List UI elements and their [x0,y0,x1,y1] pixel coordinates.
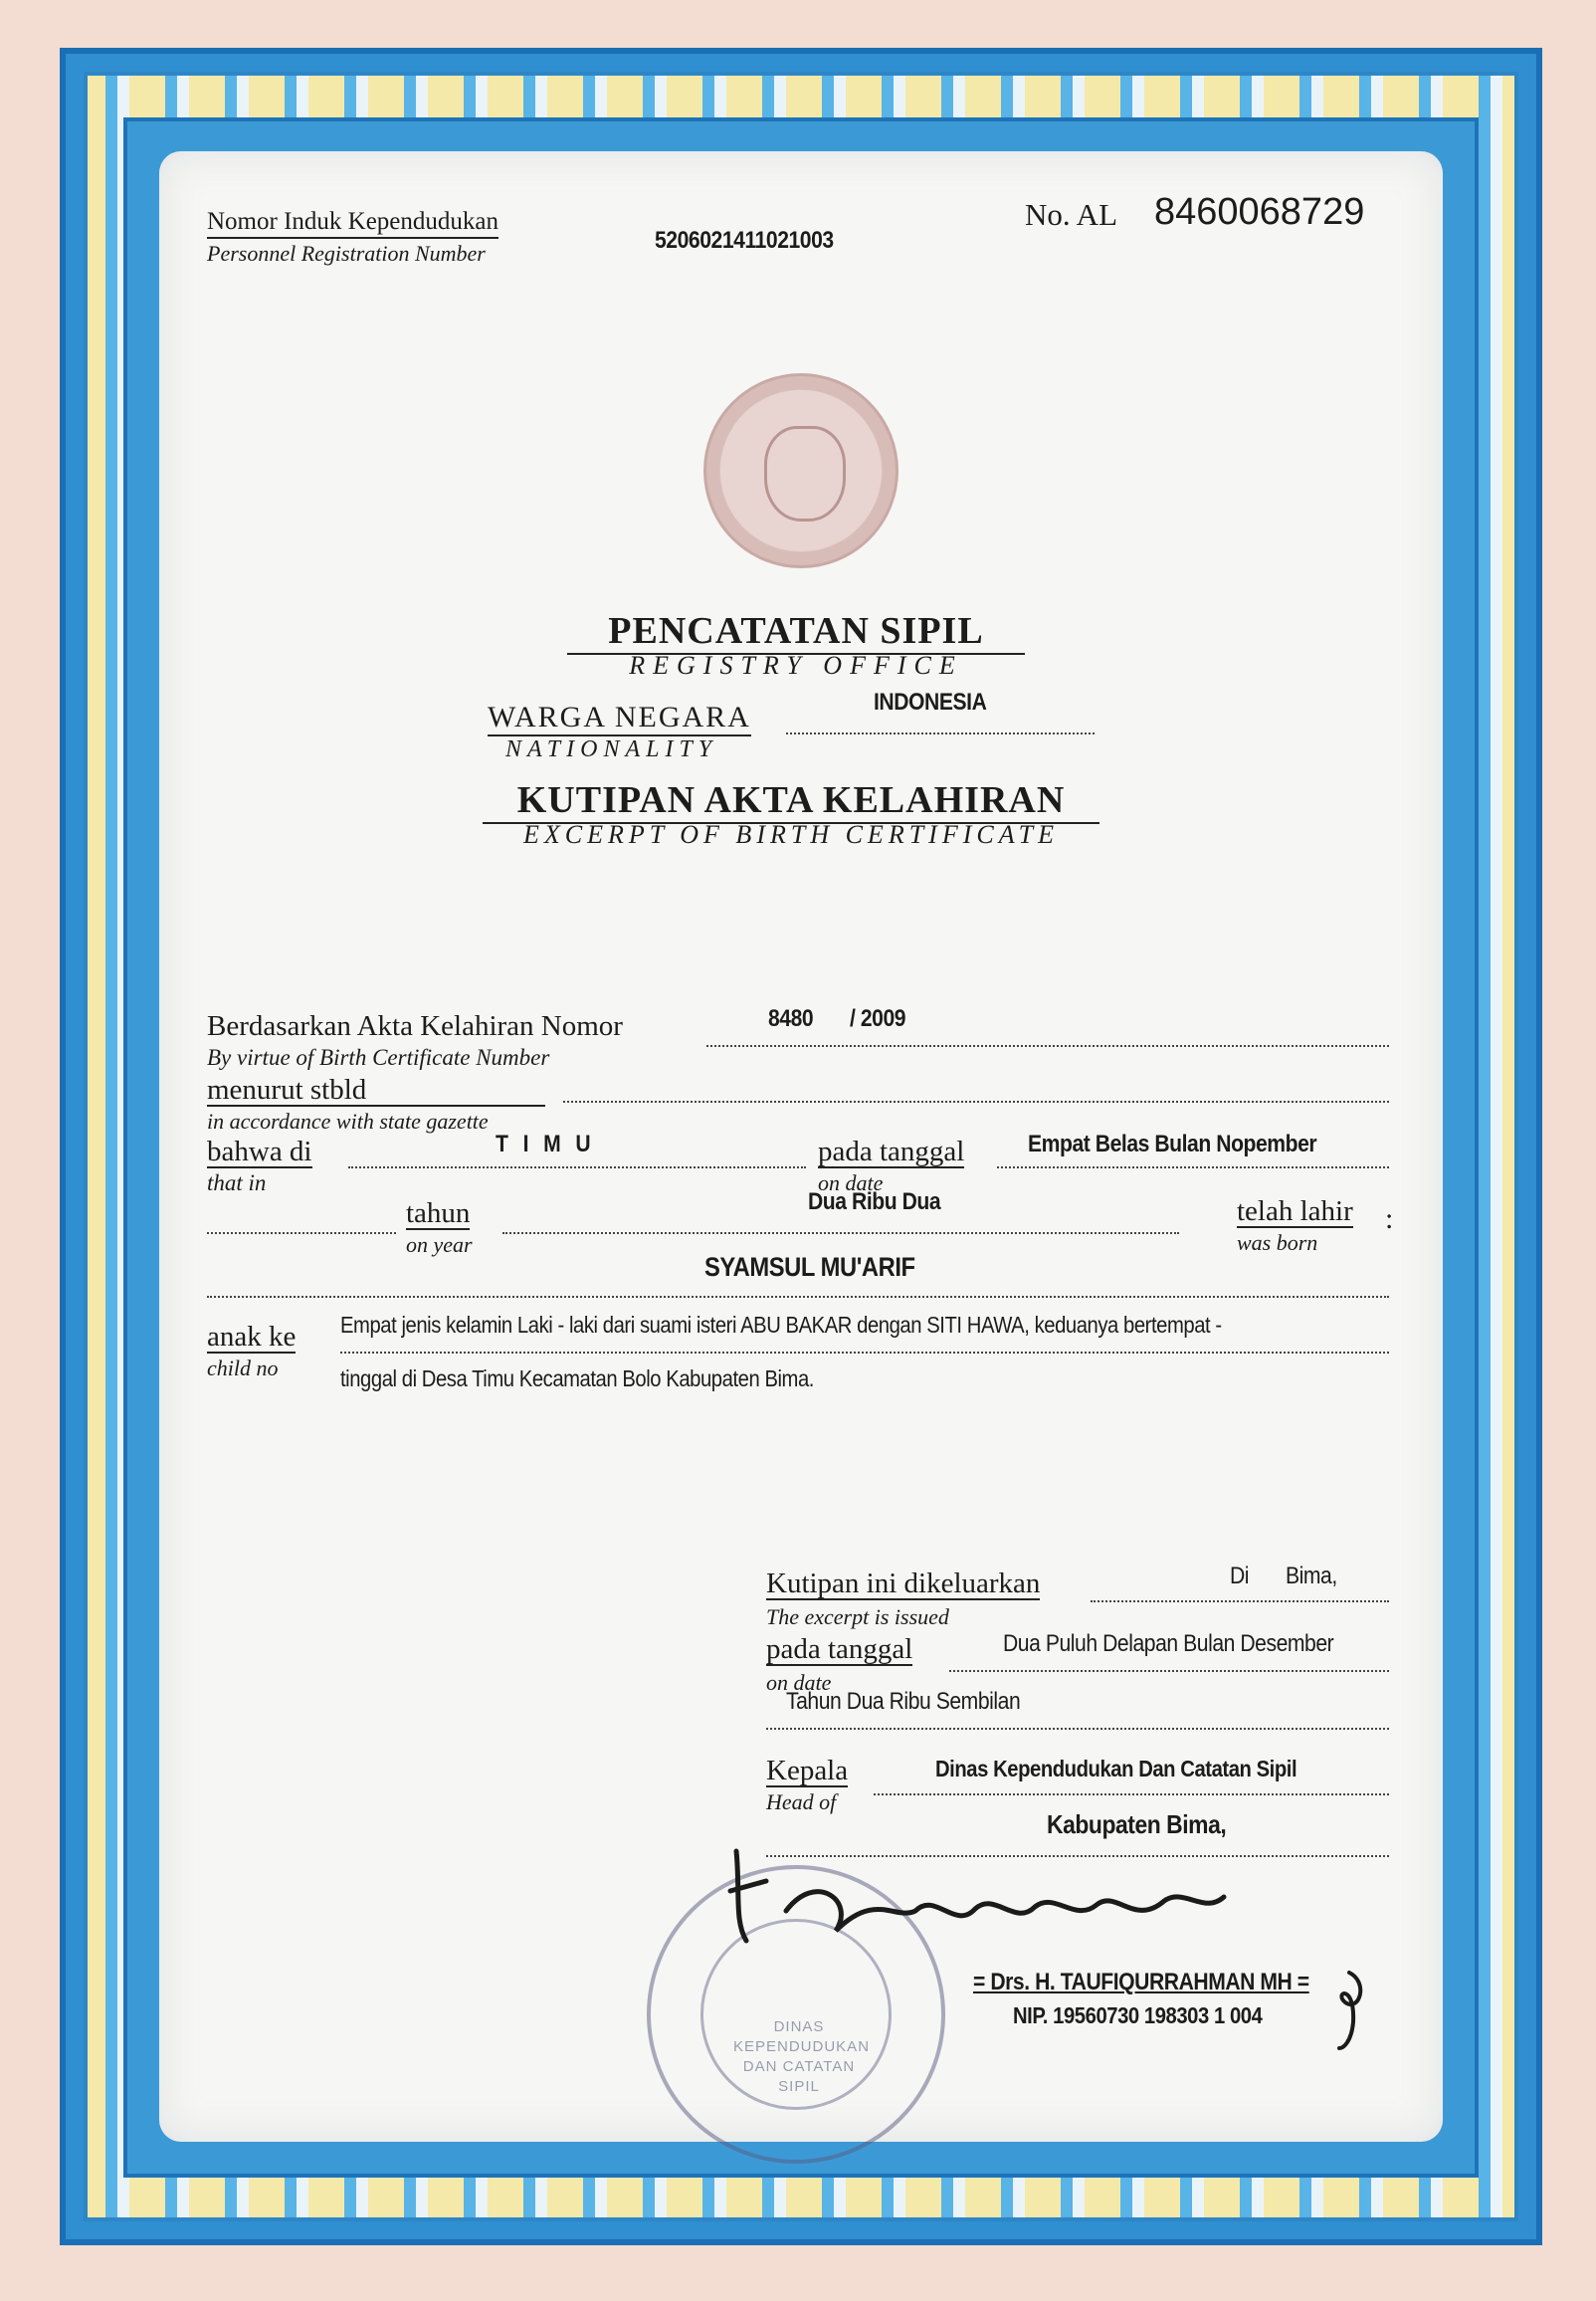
garuda-emblem-icon [703,373,898,568]
issue-date-line2: Tahun Dua Ribu Sembilan [786,1688,1021,1715]
birth-year-label: tahun [406,1197,471,1229]
place-label: bahwa di [207,1136,312,1167]
official-stamp-text: DINAS KEPENDUDUKAN DAN CATATAN SIPIL [733,2018,871,2095]
child-name-value: SYAMSUL MU'ARIF [704,1252,915,1282]
doc-no-value: 8460068729 [1154,191,1365,233]
cert-number-value: 8480 [768,1005,814,1032]
head-label-en: Head of [766,1789,837,1814]
place-label-en: that in [207,1170,267,1195]
nik-value: 5206021411021003 [655,227,834,254]
issued-label: Kutipan ini dikeluarkan [766,1568,1041,1599]
issued-label-en: The excerpt is issued [766,1604,949,1629]
cert-year-value: / 2009 [850,1005,906,1032]
issued-place-value: Bima, [1286,1563,1337,1589]
issued-at-label: Di [1230,1563,1250,1589]
stbld-label: menurut stbld [207,1075,545,1107]
issue-date-label: pada tanggal [766,1633,913,1665]
child-details-line1: Empat jenis kelamin Laki - laki dari suami isteri ABU BAKAR dengan SITI HAWA, keduanya bertempat - [340,1312,1222,1338]
doc-no-prefix: No. AL [1025,197,1117,232]
stbld-label-en: in accordance with state gazette [207,1109,489,1134]
birth-year-label-en: on year [406,1232,473,1257]
nik-label: Nomor Induk Kependudukan [207,207,499,239]
document-title: KUTIPAN AKTA KELAHIRAN [483,778,1099,824]
issue-date-label-en: on date [766,1670,832,1695]
birth-date-value: Empat Belas Bulan Nopember [1028,1131,1317,1157]
child-order-label: anak ke [207,1321,297,1353]
born-label-en: was born [1237,1230,1318,1255]
office-title: PENCATATAN SIPIL [567,609,1025,655]
born-label: telah lahir [1237,1195,1353,1227]
head-label: Kepala [766,1755,849,1786]
child-details-line2: tinggal di Desa Timu Kecamatan Bolo Kabupaten Bima. [340,1365,814,1391]
place-value: T I M U [496,1131,596,1157]
official-name: = Drs. H. TAUFIQURRAHMAN MH = [973,1969,1309,1995]
nationality-label-en: NATIONALITY [505,736,718,762]
nik-label-en: Personnel Registration Number [207,241,486,266]
cert-number-label: Berdasarkan Akta Kelahiran Nomor [207,1010,623,1042]
paraf-icon [1329,1963,1369,2052]
nationality-label: WARGA NEGARA [488,701,751,736]
birth-date-label: pada tanggal [818,1136,965,1167]
office-title-en: REGISTRY OFFICE [629,651,963,680]
child-order-label-en: child no [207,1356,279,1380]
document-title-en: EXCERPT OF BIRTH CERTIFICATE [523,820,1059,849]
head-office-line2: Kabupaten Bima, [1047,1809,1227,1839]
certificate-paper [159,151,1443,2142]
signature-icon [726,1831,1264,1961]
birth-year-value: Dua Ribu Dua [808,1188,941,1215]
cert-number-label-en: By virtue of Birth Certificate Number [207,1045,550,1070]
birth-date-label-en: on date [818,1170,884,1195]
issue-date-line1: Dua Puluh Delapan Bulan Desember [1003,1630,1334,1657]
official-nip: NIP. 19560730 198303 1 004 [1013,2002,1263,2028]
born-colon: : [1385,1202,1394,1235]
nationality-value: INDONESIA [874,689,987,716]
head-office-line1: Dinas Kependudukan Dan Catatan Sipil [935,1756,1297,1781]
